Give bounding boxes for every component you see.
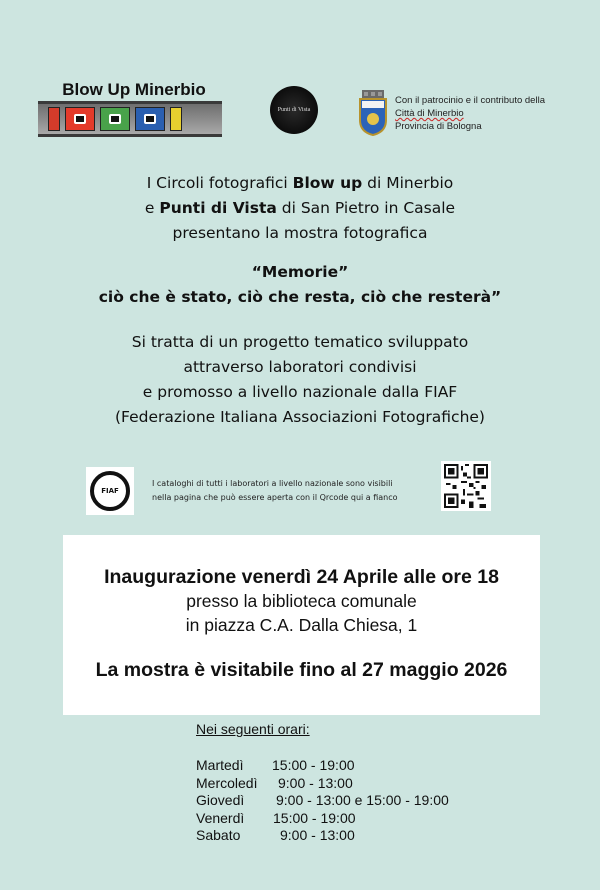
schedule-row: Venerdì 15:00 - 19:00: [196, 809, 356, 826]
club-logo-filmstrip: [38, 101, 222, 137]
schedule-row: Giovedì 9:00 - 13:00 e 15:00 - 19:00: [196, 792, 449, 808]
lightbulb-icon: [135, 107, 165, 131]
qr-code-icon[interactable]: [441, 461, 491, 511]
schedule-row: Mercoledì 9:00 - 13:00: [196, 774, 353, 791]
fiaf-logo: FIAF: [86, 467, 134, 515]
inauguration-text: Inaugurazione venerdì 24 Aprile alle ore 18: [104, 566, 499, 588]
venue-line-1: presso la biblioteca comunale: [186, 591, 417, 611]
schedule-row: Martedì 15:00 - 19:00: [196, 757, 355, 773]
project-description: Si tratta di un progetto tematico sviluppato attraverso laboratori condivisi e promosso a livello nazionale dalla FIAF (Federazione Italiana Associazioni Fotografiche): [115, 333, 485, 426]
event-info-box: [63, 535, 540, 715]
schedule-row: Sabato 9:00 - 13:00: [196, 827, 355, 843]
closing-date-text: La mostra è visitabile fino al 27 maggio 2026: [95, 659, 508, 681]
catalog-note: I cataloghi di tutti i laboratori a livello nazionale sono visibili nella pagina che può essere aperta con il Qrcode qui a fianco: [152, 479, 398, 502]
minerbio-crest-icon: [358, 90, 388, 136]
club-logo-title: Blow Up Minerbio: [62, 80, 206, 99]
patronage-text: Con il patrocinio e il contributo della Città di Minerbio Provincia di Bologna: [395, 95, 545, 132]
punti-di-vista-logo: Punti di Vista: [270, 86, 318, 134]
intro-text: I Circoli fotografici Blow up di Minerbio e Punti di Vista di San Pietro in Casale presentano la mostra fotografica: [144, 174, 456, 242]
schedule-list: [196, 757, 449, 845]
venue-line-2: in piazza C.A. Dalla Chiesa, 1: [185, 615, 418, 635]
camera-icon: [65, 107, 95, 131]
film-frame: [170, 107, 182, 131]
exhibition-title: “Memorie” ciò che è stato, ciò che resta, ciò che resterà”: [98, 263, 502, 306]
schedule-heading: Nei seguenti orari:: [196, 721, 310, 737]
floppy-icon: [100, 107, 130, 131]
film-frame: [48, 107, 60, 131]
